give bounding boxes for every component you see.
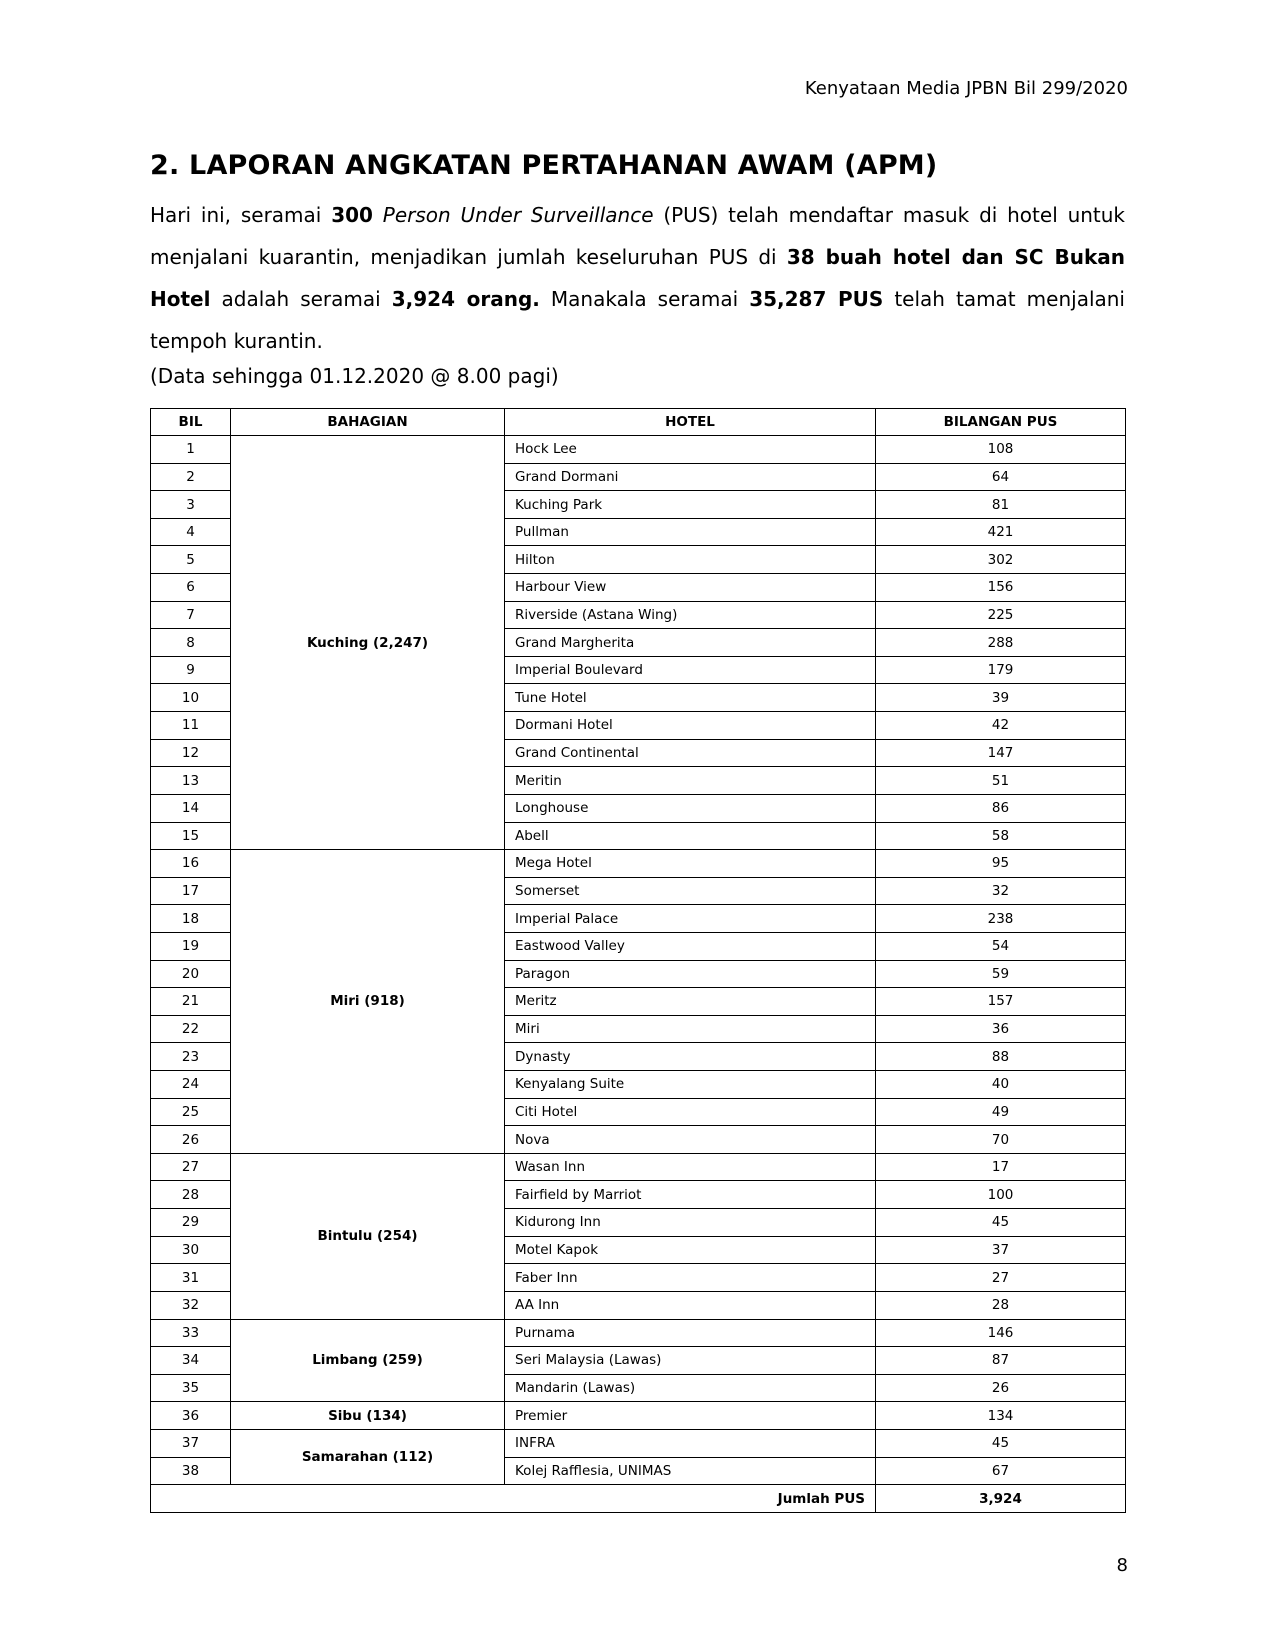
table-header-row bbox=[151, 409, 1126, 436]
division-miri: Miri (918) bbox=[231, 850, 505, 1154]
row-bil: 20 bbox=[151, 960, 231, 988]
row-bil: 8 bbox=[151, 629, 231, 657]
row-bil: 27 bbox=[151, 1153, 231, 1181]
row-hotel: Fairfield by Marriot bbox=[505, 1181, 876, 1209]
row-bil: 28 bbox=[151, 1181, 231, 1209]
row-pus-count: 27 bbox=[876, 1264, 1126, 1292]
row-bil: 7 bbox=[151, 601, 231, 629]
row-pus-count: 156 bbox=[876, 574, 1126, 602]
row-hotel: Nova bbox=[505, 1126, 876, 1154]
row-pus-count: 134 bbox=[876, 1402, 1126, 1430]
document-reference: Kenyataan Media JPBN Bil 299/2020 bbox=[804, 78, 1128, 99]
row-hotel: Purnama bbox=[505, 1319, 876, 1347]
row-bil: 34 bbox=[151, 1347, 231, 1375]
row-pus-count: 302 bbox=[876, 546, 1126, 574]
row-pus-count: 36 bbox=[876, 1015, 1126, 1043]
row-bil: 32 bbox=[151, 1291, 231, 1319]
row-hotel: Meritin bbox=[505, 767, 876, 795]
row-pus-count: 67 bbox=[876, 1457, 1126, 1485]
row-bil: 26 bbox=[151, 1126, 231, 1154]
row-pus-count: 87 bbox=[876, 1347, 1126, 1375]
row-bil: 37 bbox=[151, 1429, 231, 1457]
row-bil: 15 bbox=[151, 822, 231, 850]
row-pus-count: 64 bbox=[876, 463, 1126, 491]
row-bil: 9 bbox=[151, 656, 231, 684]
row-hotel: Imperial Palace bbox=[505, 905, 876, 933]
row-hotel: Meritz bbox=[505, 988, 876, 1016]
row-pus-count: 51 bbox=[876, 767, 1126, 795]
row-pus-count: 58 bbox=[876, 822, 1126, 850]
row-pus-count: 238 bbox=[876, 905, 1126, 933]
row-pus-count: 88 bbox=[876, 1043, 1126, 1071]
division-bintulu: Bintulu (254) bbox=[231, 1153, 505, 1319]
row-pus-count: 157 bbox=[876, 988, 1126, 1016]
total-label: Jumlah PUS bbox=[151, 1485, 876, 1513]
header-bahagian: BAHAGIAN bbox=[231, 409, 505, 436]
row-hotel: Kenyalang Suite bbox=[505, 1071, 876, 1099]
row-hotel: Grand Dormani bbox=[505, 463, 876, 491]
completed-pus: 35,287 PUS bbox=[749, 287, 884, 311]
row-bil: 35 bbox=[151, 1374, 231, 1402]
row-bil: 16 bbox=[151, 850, 231, 878]
row-bil: 6 bbox=[151, 574, 231, 602]
new-pus-count: 300 bbox=[331, 203, 373, 227]
row-bil: 12 bbox=[151, 739, 231, 767]
report-paragraph bbox=[150, 194, 1125, 362]
row-pus-count: 39 bbox=[876, 684, 1126, 712]
row-hotel: Grand Margherita bbox=[505, 629, 876, 657]
division-kuching: Kuching (2,247) bbox=[231, 436, 505, 850]
row-hotel: Seri Malaysia (Lawas) bbox=[505, 1347, 876, 1375]
row-bil: 30 bbox=[151, 1236, 231, 1264]
row-pus-count: 17 bbox=[876, 1153, 1126, 1181]
row-hotel: Hock Lee bbox=[505, 436, 876, 464]
row-bil: 29 bbox=[151, 1209, 231, 1237]
row-bil: 2 bbox=[151, 463, 231, 491]
row-hotel: Dormani Hotel bbox=[505, 712, 876, 740]
row-pus-count: 146 bbox=[876, 1319, 1126, 1347]
row-pus-count: 147 bbox=[876, 739, 1126, 767]
row-bil: 4 bbox=[151, 518, 231, 546]
row-pus-count: 32 bbox=[876, 877, 1126, 905]
data-timestamp-note: (Data sehingga 01.12.2020 @ 8.00 pagi) bbox=[150, 364, 559, 388]
row-pus-count: 40 bbox=[876, 1071, 1126, 1099]
row-hotel: Dynasty bbox=[505, 1043, 876, 1071]
row-pus-count: 28 bbox=[876, 1291, 1126, 1319]
pus-hotel-table bbox=[150, 408, 1126, 1513]
section-title: 2. LAPORAN ANGKATAN PERTAHANAN AWAM (APM) bbox=[150, 150, 938, 181]
row-bil: 36 bbox=[151, 1402, 231, 1430]
row-pus-count: 70 bbox=[876, 1126, 1126, 1154]
header-bilangan-pus: BILANGAN PUS bbox=[876, 409, 1126, 436]
row-pus-count: 108 bbox=[876, 436, 1126, 464]
row-hotel: AA Inn bbox=[505, 1291, 876, 1319]
row-hotel: Miri bbox=[505, 1015, 876, 1043]
row-bil: 1 bbox=[151, 436, 231, 464]
row-hotel: Pullman bbox=[505, 518, 876, 546]
table-row bbox=[151, 1319, 1126, 1347]
row-pus-count: 288 bbox=[876, 629, 1126, 657]
pus-term: Person Under Surveillance bbox=[382, 203, 654, 227]
para-text-3: adalah seramai bbox=[210, 287, 392, 311]
row-hotel: Abell bbox=[505, 822, 876, 850]
row-pus-count: 225 bbox=[876, 601, 1126, 629]
division-limbang: Limbang (259) bbox=[231, 1319, 505, 1402]
row-bil: 14 bbox=[151, 794, 231, 822]
row-hotel: Riverside (Astana Wing) bbox=[505, 601, 876, 629]
row-hotel: Longhouse bbox=[505, 794, 876, 822]
row-bil: 38 bbox=[151, 1457, 231, 1485]
row-bil: 5 bbox=[151, 546, 231, 574]
row-hotel: Mandarin (Lawas) bbox=[505, 1374, 876, 1402]
table-row bbox=[151, 1402, 1126, 1430]
row-hotel: Tune Hotel bbox=[505, 684, 876, 712]
table-row bbox=[151, 1429, 1126, 1457]
header-bil: BIL bbox=[151, 409, 231, 436]
row-pus-count: 49 bbox=[876, 1098, 1126, 1126]
row-pus-count: 179 bbox=[876, 656, 1126, 684]
total-pus: 3,924 orang. bbox=[391, 287, 540, 311]
row-bil: 33 bbox=[151, 1319, 231, 1347]
row-bil: 24 bbox=[151, 1071, 231, 1099]
row-bil: 10 bbox=[151, 684, 231, 712]
row-hotel: Citi Hotel bbox=[505, 1098, 876, 1126]
para-text-5: telah tamat menjalani tempoh kurantin. bbox=[150, 287, 1125, 353]
row-hotel: Wasan Inn bbox=[505, 1153, 876, 1181]
row-pus-count: 100 bbox=[876, 1181, 1126, 1209]
row-hotel: Paragon bbox=[505, 960, 876, 988]
total-row bbox=[151, 1485, 1126, 1513]
row-pus-count: 54 bbox=[876, 932, 1126, 960]
row-bil: 17 bbox=[151, 877, 231, 905]
row-bil: 21 bbox=[151, 988, 231, 1016]
page-number: 8 bbox=[1116, 1555, 1128, 1576]
row-pus-count: 45 bbox=[876, 1429, 1126, 1457]
para-text-4: Manakala seramai bbox=[539, 287, 750, 311]
row-pus-count: 37 bbox=[876, 1236, 1126, 1264]
row-bil: 11 bbox=[151, 712, 231, 740]
row-bil: 31 bbox=[151, 1264, 231, 1292]
row-hotel: Harbour View bbox=[505, 574, 876, 602]
row-bil: 19 bbox=[151, 932, 231, 960]
total-value: 3,924 bbox=[876, 1485, 1126, 1513]
row-hotel: Kidurong Inn bbox=[505, 1209, 876, 1237]
table-row bbox=[151, 850, 1126, 878]
row-bil: 13 bbox=[151, 767, 231, 795]
row-hotel: INFRA bbox=[505, 1429, 876, 1457]
row-hotel: Somerset bbox=[505, 877, 876, 905]
row-pus-count: 59 bbox=[876, 960, 1126, 988]
row-hotel: Grand Continental bbox=[505, 739, 876, 767]
para-text-2: (PUS) telah mendaftar masuk di hotel untuk menjalani kuarantin, menjadikan jumlah keseluruhan PUS di bbox=[150, 203, 1126, 269]
row-hotel: Premier bbox=[505, 1402, 876, 1430]
row-bil: 3 bbox=[151, 491, 231, 519]
division-samarahan: Samarahan (112) bbox=[231, 1429, 505, 1484]
row-hotel: Imperial Boulevard bbox=[505, 656, 876, 684]
row-hotel: Kolej Rafflesia, UNIMAS bbox=[505, 1457, 876, 1485]
table-row bbox=[151, 1153, 1126, 1181]
hotel-count: 38 buah hotel dan SC Bukan Hotel bbox=[150, 245, 1126, 311]
row-bil: 18 bbox=[151, 905, 231, 933]
row-pus-count: 95 bbox=[876, 850, 1126, 878]
row-hotel: Hilton bbox=[505, 546, 876, 574]
row-bil: 22 bbox=[151, 1015, 231, 1043]
row-bil: 23 bbox=[151, 1043, 231, 1071]
row-hotel: Mega Hotel bbox=[505, 850, 876, 878]
header-hotel: HOTEL bbox=[505, 409, 876, 436]
row-pus-count: 26 bbox=[876, 1374, 1126, 1402]
table-row bbox=[151, 436, 1126, 464]
row-pus-count: 421 bbox=[876, 518, 1126, 546]
row-hotel: Eastwood Valley bbox=[505, 932, 876, 960]
row-pus-count: 81 bbox=[876, 491, 1126, 519]
row-hotel: Faber Inn bbox=[505, 1264, 876, 1292]
division-sibu: Sibu (134) bbox=[231, 1402, 505, 1430]
row-pus-count: 42 bbox=[876, 712, 1126, 740]
para-text-1: Hari ini, seramai bbox=[150, 203, 332, 227]
row-hotel: Motel Kapok bbox=[505, 1236, 876, 1264]
row-pus-count: 45 bbox=[876, 1209, 1126, 1237]
row-bil: 25 bbox=[151, 1098, 231, 1126]
row-pus-count: 86 bbox=[876, 794, 1126, 822]
row-hotel: Kuching Park bbox=[505, 491, 876, 519]
